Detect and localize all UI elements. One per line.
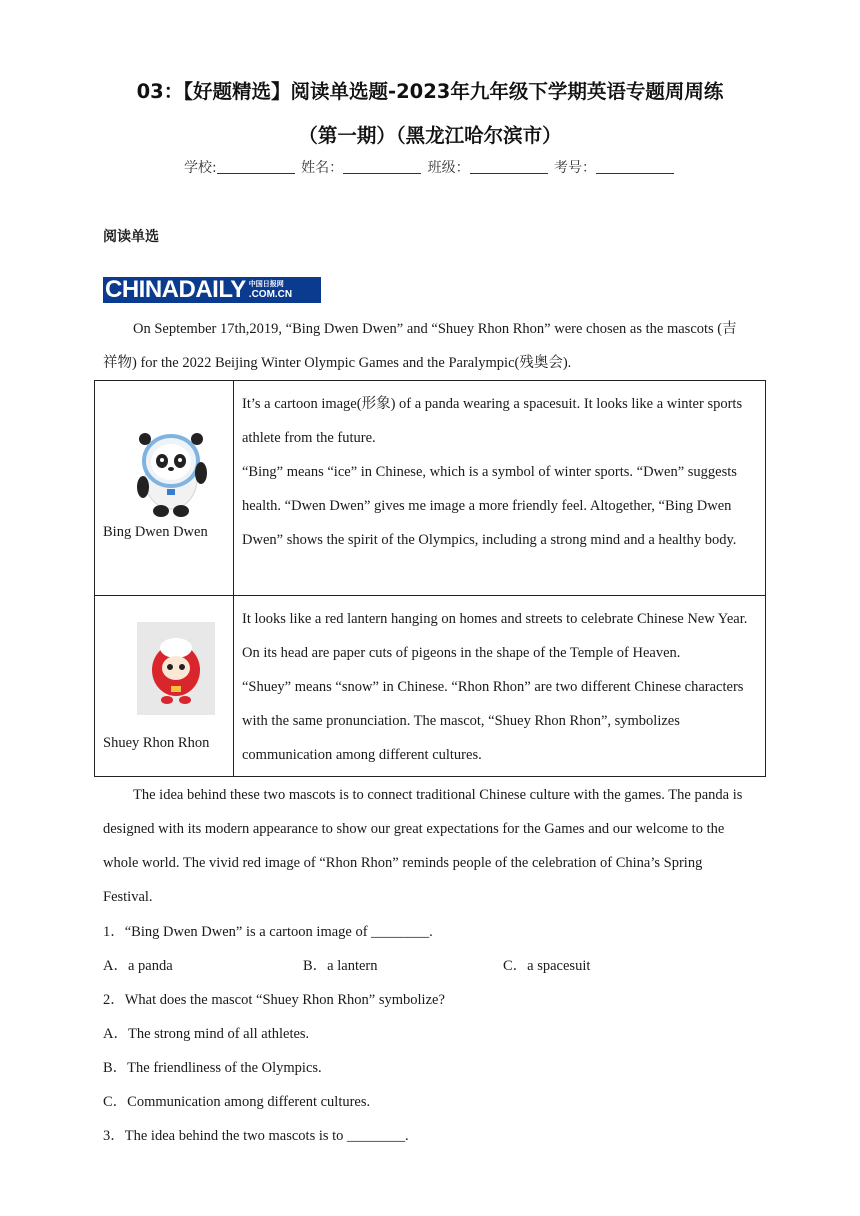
question-1-option-a[interactable]: A．a panda: [103, 958, 173, 974]
class-blank: [470, 159, 548, 174]
shuey-rhon-rhon-image: [137, 622, 215, 715]
name-label: 姓名：: [301, 160, 344, 176]
question-3-stem: 3．The idea behind the two mascots is to ________.: [103, 1128, 409, 1144]
table-row: [95, 381, 766, 596]
name-blank: [343, 159, 421, 174]
question-2-stem: 2．What does the mascot “Shuey Rhon Rhon” symbolize?: [103, 992, 445, 1008]
mascot-name: Bing Dwen Dwen: [103, 524, 208, 540]
section-heading: 阅读单选: [103, 229, 159, 245]
document-title-line-1: 03：【好题精选】阅读单选题-2023年九年级下学期英语专题周周练: [136, 80, 724, 103]
mascot-description-detail: “Bing” means “ice” in Chinese, which is a symbol of winter sports. “Dwen” suggests health. “Dwen Dwen” gives me image a more friendly feel. Altogether, “Bing Dwen Dwen” shows the spirit of the Olympics, including a strong mind and a healthy body.: [242, 464, 737, 548]
question-1-stem: 1．“Bing Dwen Dwen” is a cartoon image of ________.: [103, 924, 433, 940]
mascot-table: [94, 380, 766, 777]
chinadaily-logo: [103, 277, 321, 303]
logo-main-text: CHINADAILY: [105, 276, 246, 303]
question-2-option-c[interactable]: C．Communication among different cultures.: [103, 1094, 371, 1110]
logo-chinese-text: 中国日报网: [248, 279, 284, 288]
mascot-cell: [95, 381, 234, 596]
question-1-option-c[interactable]: C．a spacesuit: [503, 958, 591, 974]
question-2-option-b[interactable]: B．The friendliness of the Olympics.: [103, 1060, 322, 1076]
student-info-line: [0, 157, 860, 177]
school-blank: [217, 159, 295, 174]
mascot-description-detail: “Shuey” means “snow” in Chinese. “Rhon Rhon” are two different Chinese characters with the same pronunciation. The mascot, “Shuey Rhon Rhon”, symbolizes communication among different cultures.: [242, 679, 744, 763]
mascot-description: It’s a cartoon image(形象) of a panda wearing a spacesuit. It looks like a winter sports athlete from the future.: [242, 396, 743, 446]
class-label: 班级：: [427, 160, 470, 176]
document-title-line-2: （第一期）（黑龙江哈尔滨市）: [298, 124, 562, 147]
intro-paragraph: On September 17th,2019, “Bing Dwen Dwen” and “Shuey Rhon Rhon” were chosen as the mascots (吉祥物) for the 2022 Beijing Winter Olympic Games and the Paralympic(残奥会).: [103, 321, 737, 371]
exam-number-label: 考号：: [554, 160, 597, 176]
mascot-description-cell: [234, 596, 766, 777]
school-label: 学校:: [183, 160, 217, 176]
question-1-option-b[interactable]: B．a lantern: [303, 958, 378, 974]
mascot-cell: [95, 596, 234, 777]
exam-number-blank: [596, 159, 674, 174]
closing-paragraph: The idea behind these two mascots is to connect traditional Chinese culture with the games. The panda is designed with its modern appearance to show our great expectations for the Games and our welcome to the whole world. The vivid red image of “Rhon Rhon” reminds people of the celebration of China’s Spring Festival.: [103, 787, 743, 905]
mascot-name: Shuey Rhon Rhon: [103, 735, 210, 751]
question-2-option-a[interactable]: A．The strong mind of all athletes.: [103, 1026, 310, 1042]
logo-domain-text: .COM.CN: [248, 288, 293, 300]
mascot-description-cell: [234, 381, 766, 596]
bing-dwen-dwen-image: [131, 427, 211, 519]
table-row: [95, 596, 766, 777]
mascot-description: It looks like a red lantern hanging on homes and streets to celebrate Chinese New Year. On its head are paper cuts of pigeons in the shape of the Temple of Heaven.: [242, 611, 748, 661]
